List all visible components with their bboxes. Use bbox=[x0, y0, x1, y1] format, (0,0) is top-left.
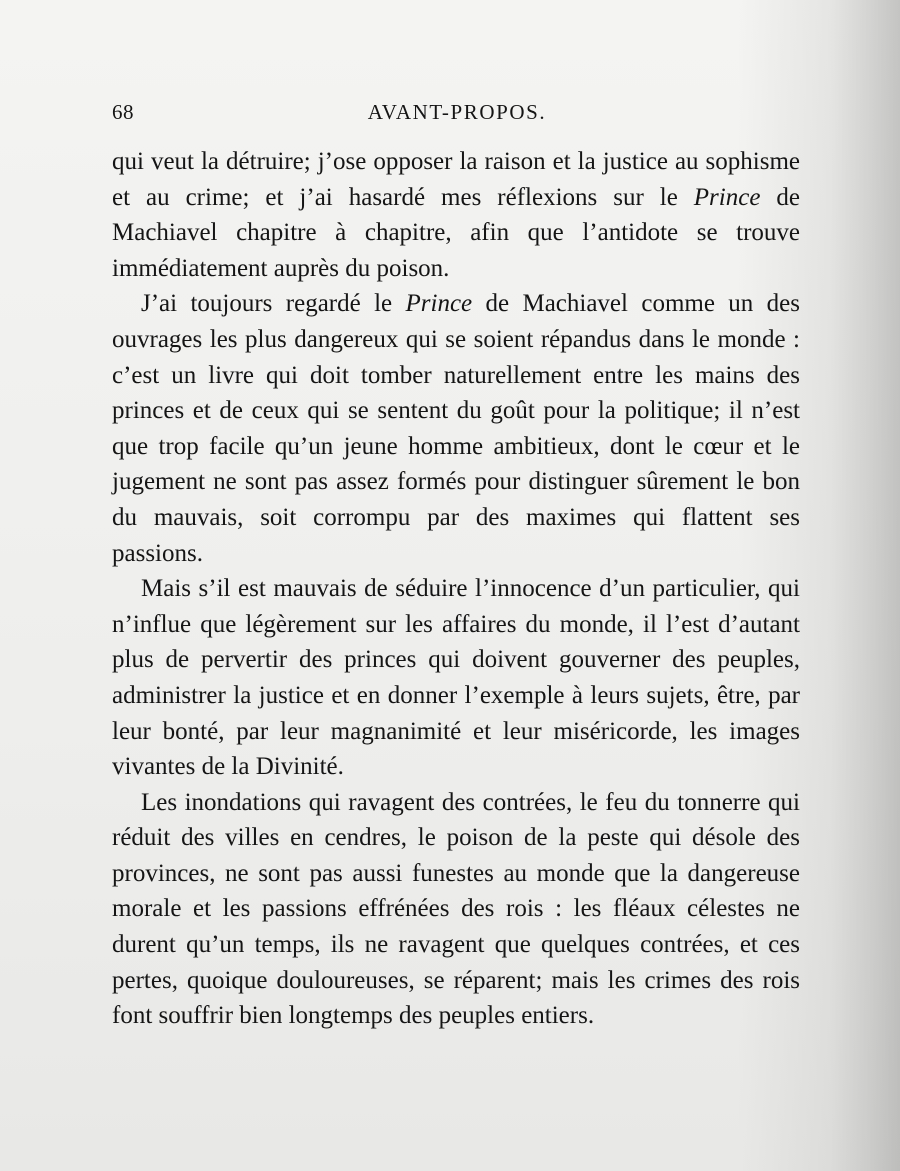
paragraph-2-italic-title: Prince bbox=[405, 290, 473, 318]
running-title: AVANT-PROPOS. bbox=[367, 100, 547, 124]
page-header bbox=[112, 100, 802, 130]
page-number: 68 bbox=[112, 100, 134, 124]
paragraph-2 bbox=[112, 286, 800, 571]
paragraph-1-text-a: qui veut la détruire; j’ose opposer la raison et la justice au sophisme et au crime; et j’ai hasardé mes réflexions sur le bbox=[112, 148, 800, 211]
paragraph-2-text-a: J’ai toujours regardé le bbox=[141, 290, 406, 318]
paragraph-2-text-b: de Machiavel comme un des ouvrages les plus dangereux qui se soient répandus dans le monde : c’est un livre qui doit tomber naturellement entre les mains des princes et de ceux qui se sentent du goût pour la politique; il n’est que trop facile qu’un jeune homme ambitieux, dont le cœur et le jugement ne sont pas assez formés pour distinguer sûrement le bon du mauvais, soit corrompu par des maximes qui flattent ses passions. bbox=[112, 290, 800, 567]
paragraph-1-italic-title: Prince bbox=[693, 183, 761, 211]
paragraph-4: Les inondations qui ravagent des contrées, le feu du tonnerre qui réduit des villes en cendres, le poison de la peste qui désole des provinces, ne sont pas aussi funestes au monde que la dangereuse morale et les passions effrénées des rois : les fléaux célestes ne durent qu’un temps, ils ne ravagent que quelques contrées, et ces pertes, quoique douloureuses, se réparent; mais les crimes des rois font souffrir bien longtemps des peuples entiers. bbox=[112, 788, 800, 1030]
paragraph-1-text-b: de Machiavel chapitre à chapitre, afin que l’antidote se trouve immédiatement auprès du poison. bbox=[112, 183, 800, 282]
body-text bbox=[112, 144, 800, 1034]
paragraph-1 bbox=[112, 144, 800, 286]
page-edge-shadow bbox=[830, 0, 900, 1171]
paragraph-3: Mais s’il est mauvais de séduire l’innocence d’un particulier, qui n’influe que légèrement sur les affaires du monde, il l’est d’autant plus de pervertir des princes qui doivent gouverner des peuples, administrer la justice et en donner l’exemple à leurs sujets, être, par leur bonté, par leur magnanimité et leur miséricorde, les images vivantes de la Divinité. bbox=[112, 575, 800, 781]
